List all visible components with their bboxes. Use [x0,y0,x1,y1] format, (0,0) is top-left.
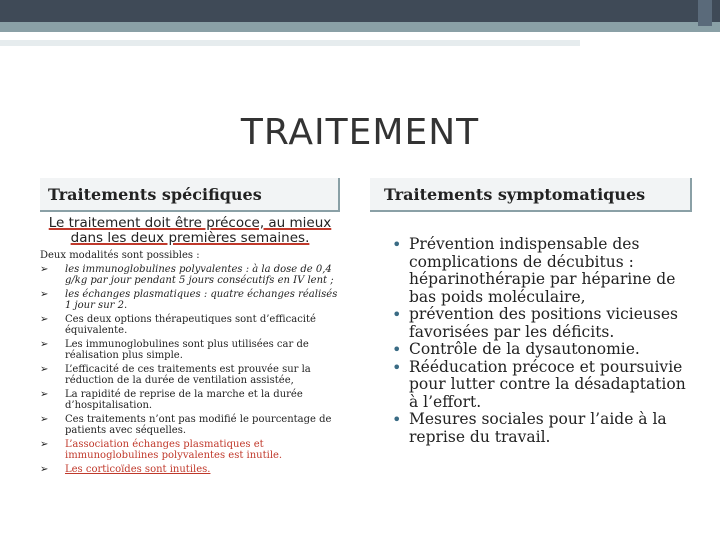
list-item: ➢ Les corticoïdes sont inutiles. [40,464,211,475]
list-item: • prévention des positions vicieuses favorisées par les déficits. [392,305,678,341]
arrow-bullet-icon: ➢ [40,314,49,325]
dot-bullet-icon: • [392,410,402,429]
dot-bullet-icon: • [392,305,402,324]
list-item: ➢ La rapidité de reprise de la marche et la durée d’hospitalisation. [40,389,303,411]
arrow-bullet-icon: ➢ [40,364,49,375]
list-item: • Mesures sociales pour l’aide à la reprise du travail. [392,410,667,446]
arrow-bullet-icon: ➢ [40,439,49,450]
accent-line [0,40,580,46]
corner-tab [698,0,712,26]
list-item: ➢ Les immunoglobulines sont plus utilisées car de réalisation plus simple. [40,339,309,361]
subheading: Deux modalités sont possibles : [40,250,200,261]
list-item: • Rééducation précoce et poursuivie pour lutter contre la désadaptation à l’effort. [392,357,686,411]
list-item: ➢ les échanges plasmatiques : quatre échanges réalisés 1 jour sur 2. [40,289,338,311]
list-item: • Prévention indispensable des complications de décubitus : héparinothérapie par héparine de bas poids moléculaire, [392,235,676,306]
list-item: • Contrôle de la dysautonomie. [392,340,640,359]
list-item: ➢ Ces deux options thérapeutiques sont d’efficacité équivalente. [40,314,316,336]
arrow-bullet-icon: ➢ [40,339,49,350]
dot-bullet-icon: • [392,357,402,377]
arrow-bullet-icon: ➢ [40,389,49,400]
right-list [392,236,692,446]
right-column-header: Traitements symptomatiques [370,178,692,212]
list-item: ➢ L’efficacité de ces traitements est prouvée sur la réduction de la durée de ventilation assistée, [40,364,311,386]
dot-bullet-icon: • [392,340,402,359]
left-list [40,264,340,475]
slide-title: TRAITEMENT [240,112,480,153]
left-column-header: Traitements spécifiques [40,178,340,212]
arrow-bullet-icon: ➢ [40,264,49,275]
list-item: ➢ L’association échanges plasmatiques et immunoglobulines polyvalentes est inutile. [40,439,283,461]
list-item: ➢ Ces traitements n’ont pas modifié le pourcentage de patients avec séquelles. [40,414,332,436]
list-item: ➢ les immunoglobulines polyvalentes : à la dose de 0,4 g/kg par jour pendant 5 jours consécutifs en IV lent ; [40,264,334,286]
arrow-bullet-icon: ➢ [40,414,49,425]
arrow-bullet-icon: ➢ [40,289,49,300]
dot-bullet-icon: • [392,235,402,254]
top-bar [0,0,720,22]
arrow-bullet-icon: ➢ [40,464,49,475]
top-stripe [0,22,720,32]
left-column [40,216,340,475]
intro-text: Le traitement doit être précoce, au mieux dans les deux premières semaines. [48,215,332,246]
